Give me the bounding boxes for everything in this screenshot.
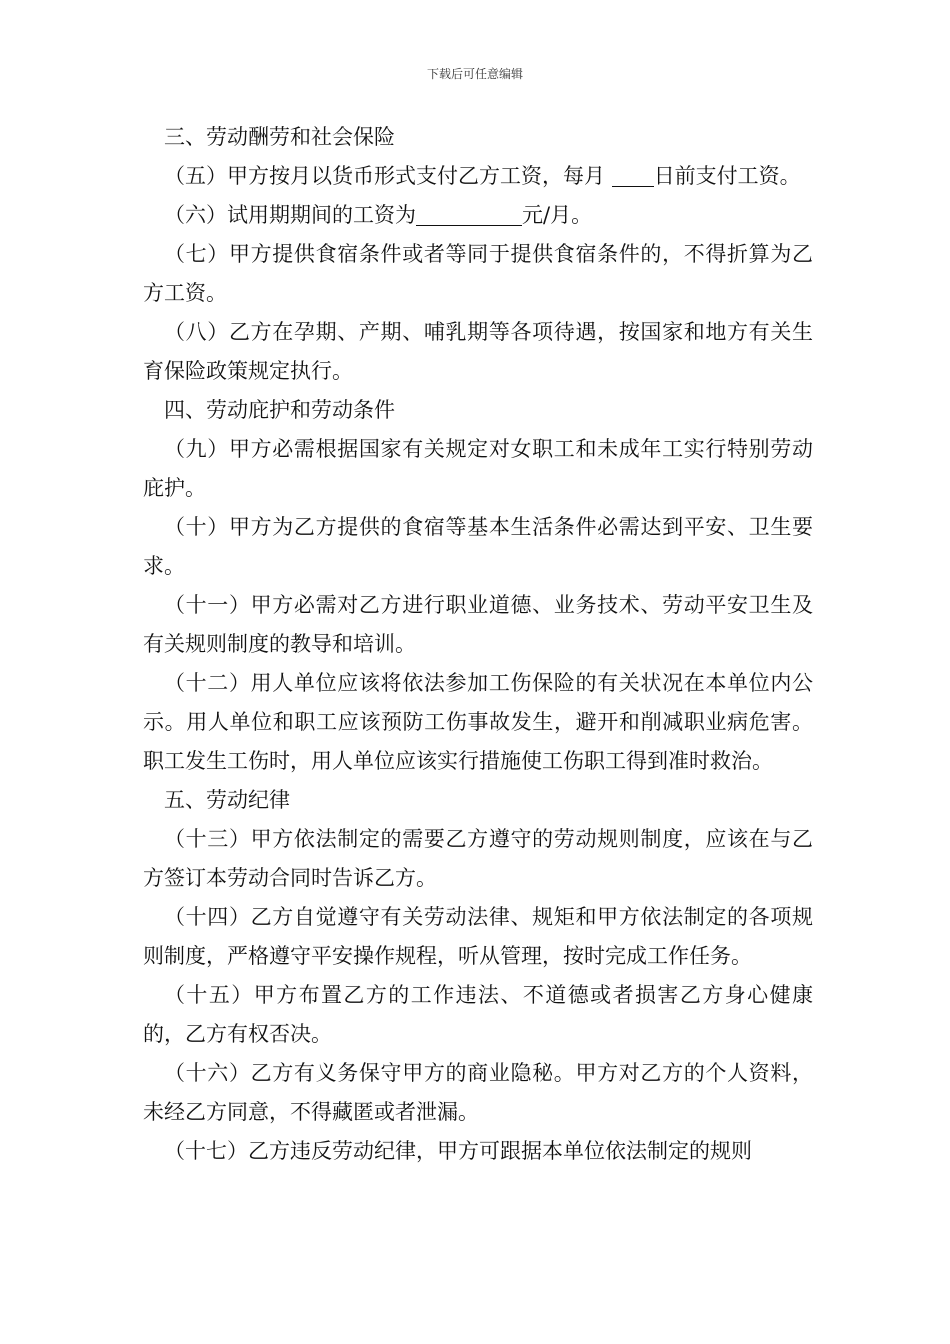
clause-12: （十二）用人单位应该将依法参加工伤保险的有关状况在本单位内公示。用人单位和职工应该预防工伤事故发生，避开和削减职业病危害。职工发生工伤时，用人单位应该实行措施使工伤职工得到准时救治。: [143, 671, 813, 773]
clause-13: （十三）甲方依法制定的需要乙方遵守的劳动规则制度，应该在与乙方签订本劳动合同时告诉乙方。: [143, 827, 813, 890]
clause-16: （十六）乙方有义务保守甲方的商业隐秘。甲方对乙方的个人资料，未经乙方同意，不得藏匿或者泄漏。: [143, 1061, 813, 1124]
page-header-note: 下载后可任意编辑: [426, 67, 523, 81]
clause-5: [143, 157, 813, 196]
clause-6-text-before: （六）试用期期间的工资为: [164, 203, 416, 227]
pay-day-blank: [612, 164, 654, 187]
clause-6-text-after: 元/月。: [522, 203, 593, 227]
clause-9: （九）甲方必需根据国家有关规定对女职工和未成年工实行特别劳动庇护。: [143, 437, 813, 500]
clause-5-text-before: （五）甲方按月以货币形式支付乙方工资，每月: [164, 164, 612, 188]
probation-salary-blank: [416, 203, 522, 226]
section-heading-4: 四、劳动庇护和劳动条件: [164, 398, 395, 422]
clause-7: （七）甲方提供食宿条件或者等同于提供食宿条件的，不得折算为乙方工资。: [143, 242, 813, 305]
clause-10: （十）甲方为乙方提供的食宿等基本生活条件必需达到平安、卫生要求。: [143, 515, 813, 578]
section-heading-5: 五、劳动纪律: [164, 788, 290, 812]
clause-11: （十一）甲方必需对乙方进行职业道德、业务技术、劳动平安卫生及有关规则制度的教导和培训。: [143, 593, 813, 656]
clause-5-text-after: 日前支付工资。: [653, 164, 801, 188]
clause-6: [143, 196, 813, 235]
clause-8: （八）乙方在孕期、产期、哺乳期等各项待遇，按国家和地方有关生育保险政策规定执行。: [143, 320, 813, 383]
section-heading-3: 三、劳动酬劳和社会保险: [164, 125, 395, 149]
document-body: [143, 118, 813, 1171]
clause-17: （十七）乙方违反劳动纪律，甲方可跟据本单位依法制定的规则: [164, 1139, 752, 1163]
clause-14: （十四）乙方自觉遵守有关劳动法律、规矩和甲方依法制定的各项规则制度，严格遵守平安操作规程，听从管理，按时完成工作任务。: [143, 905, 813, 968]
clause-15: （十五）甲方布置乙方的工作违法、不道德或者损害乙方身心健康的，乙方有权否决。: [143, 983, 813, 1046]
